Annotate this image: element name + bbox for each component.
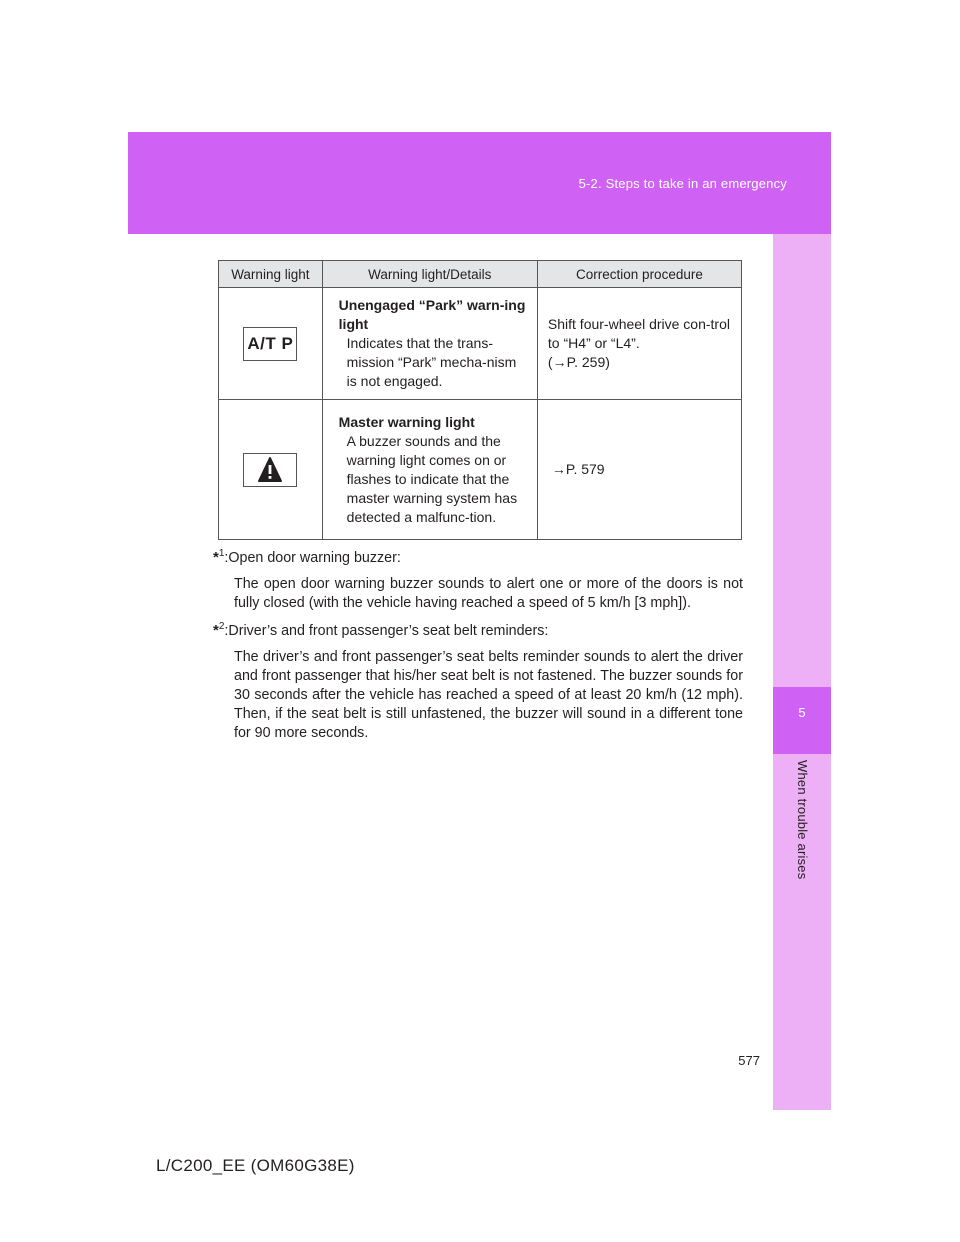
details-cell	[322, 400, 537, 540]
warning-light-cell	[219, 400, 323, 540]
footnote-marker: *	[213, 621, 219, 639]
chapter-number-box	[773, 687, 831, 754]
warning-title: Master warning light	[338, 413, 475, 430]
warning-triangle-icon	[244, 454, 296, 486]
page-reference-link[interactable]: (→P. 259)	[547, 354, 610, 370]
warning-title: Unengaged “Park” warn-ing light	[338, 297, 526, 332]
header-band	[128, 132, 831, 234]
footnote-body: The driver’s and front passenger’s seat belts reminder sounds to alert the driver and front passenger that his/her seat belt is not fastened. The buzzer sounds for 30 seconds after the vehicle has reached a speed of at least 20 km/h (12 mph). Then, if the seat belt is still unfastened, the buzzer will sound in a different tone for 90 more seconds.	[234, 648, 743, 741]
footnote-body: The open door warning buzzer sounds to alert one or more of the doors is not fully closed (with the vehicle having reached a speed of 5 km/h [3 mph]).	[234, 575, 743, 611]
document-code: L/C200_EE (OM60G38E)	[156, 1156, 355, 1175]
warning-light-cell	[219, 288, 323, 400]
warning-details: Indicates that the trans-mission “Park” mecha-nism is not engaged.	[346, 335, 517, 389]
atp-warning-icon	[243, 327, 297, 361]
footnote-heading	[213, 544, 743, 568]
table-header-row	[219, 261, 742, 288]
footnote-number: 1	[218, 548, 225, 559]
correction-cell	[537, 400, 741, 540]
footnote-2	[213, 617, 743, 743]
details-cell	[322, 288, 537, 400]
footnote-heading	[213, 617, 743, 641]
table-row	[219, 288, 742, 400]
atp-icon-text: A/T P	[247, 333, 294, 353]
chapter-title: When trouble arises	[795, 760, 810, 880]
column-header-warning-light: Warning light	[219, 261, 323, 288]
footnote-marker: *	[213, 548, 219, 566]
section-title: 5-2. Steps to take in an emergency	[578, 176, 787, 191]
table-row	[219, 400, 742, 540]
warning-details: A buzzer sounds and the warning light comes on or flashes to indicate that the master warning system has detected a malfunc-tion.	[346, 432, 518, 525]
column-header-correction: Correction procedure	[537, 261, 741, 288]
footnote-title: :Open door warning buzzer:	[224, 549, 401, 566]
warning-light-table	[218, 260, 742, 540]
correction-cell	[537, 288, 741, 400]
page-reference-link[interactable]: →P. 579	[551, 461, 605, 477]
footnote-title: :Driver’s and front passenger’s seat belt reminders:	[224, 622, 549, 639]
correction-text: Shift four-wheel drive con-trol to “H4” or “L4”.	[547, 316, 730, 351]
column-header-details: Warning light/Details	[322, 261, 537, 288]
footnote-number: 2	[218, 621, 225, 632]
chapter-side-tab[interactable]	[773, 234, 831, 1110]
chapter-number: 5	[798, 705, 806, 720]
footnote-1	[213, 544, 743, 613]
page-number: 577	[738, 1053, 760, 1068]
master-warning-triangle-icon	[243, 453, 297, 487]
